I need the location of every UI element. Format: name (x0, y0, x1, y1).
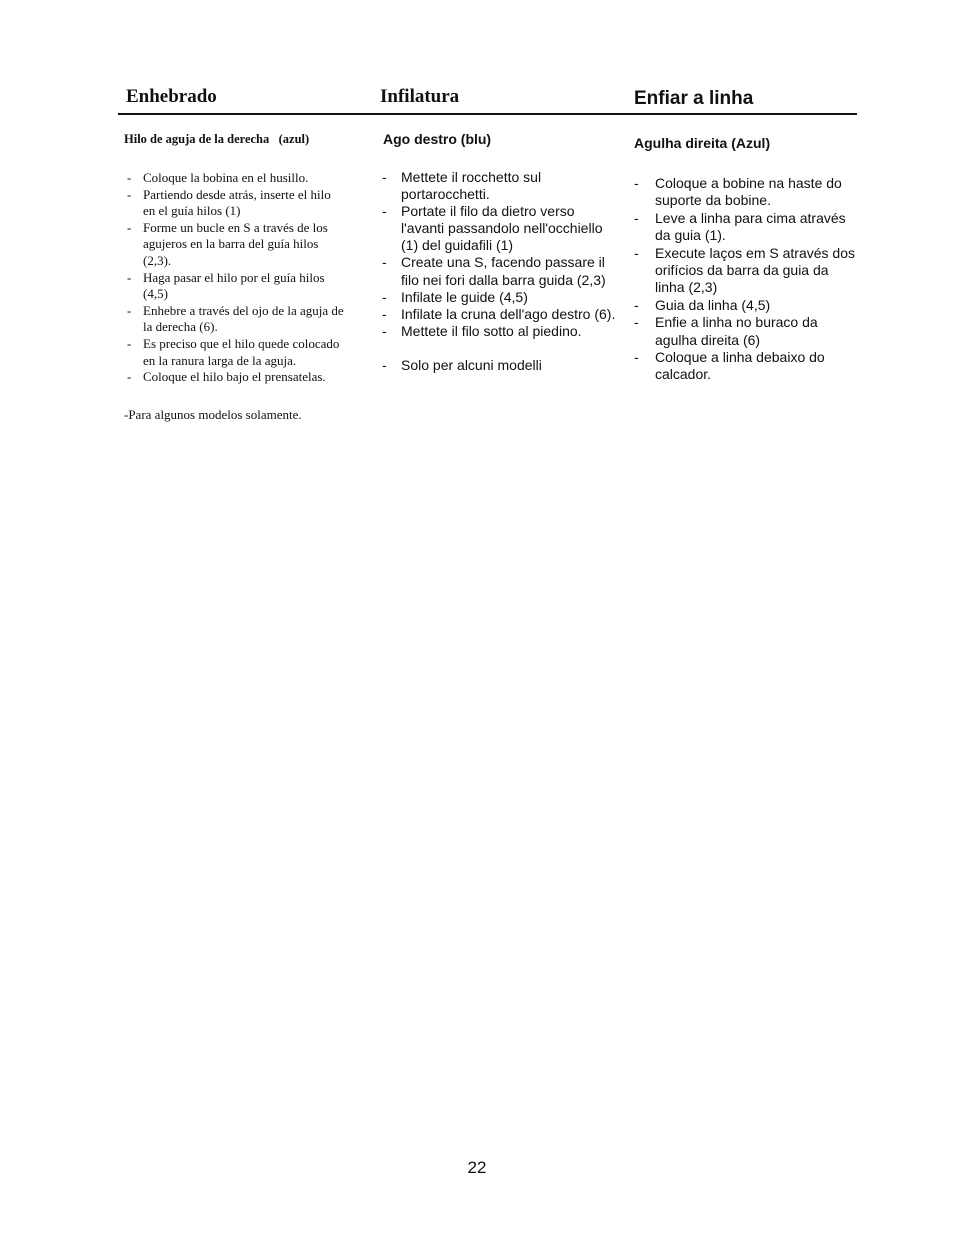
list-item: - Create una S, facendo passare il filo nei fori dalla barra guida (2,3) (382, 254, 606, 288)
steps-list-portuguese (634, 175, 859, 384)
list-item: - Coloque la bobina en el husillo. (127, 170, 309, 185)
list-item: - Coloque el hilo bajo el prensatelas. (127, 369, 326, 385)
list-item: - Infilate la cruna dell'ago destro (6). (382, 305, 616, 322)
note-italian: - Solo per alcuni modelli (382, 356, 542, 373)
column-portuguese (634, 88, 859, 384)
list-item: - Infilate le guide (4,5) (382, 288, 528, 305)
subheading-italian: Ago destro (blu) (383, 131, 492, 147)
list-item: - Coloque a linha debaixo do calcador. (634, 349, 825, 383)
heading-spanish: Enhebrado (126, 86, 217, 107)
list-item: - Partiendo desde atrás, inserte el hilo en el guía hilos (1) (127, 186, 331, 219)
list-item: - Execute laços em S através dos orifícios da barra da guia da linha (2,3) (634, 244, 855, 296)
heading-portuguese: Enfiar a linha (634, 88, 754, 109)
list-item: - Leve a linha para cima através da guia (1). (634, 209, 846, 244)
list-item: - Forme un bucle en S a través de los agujeros en la barra del guía hilos (2,3). (127, 219, 328, 268)
list-item: - Mettete il filo sotto al piedino. (382, 322, 582, 339)
heading-italian: Infilatura (380, 86, 460, 107)
list-item: - Guia da linha (4,5) (634, 296, 771, 313)
column-italian (380, 86, 620, 373)
list-item: - Enfie a linha no buraco da agulha direita (6) (634, 314, 818, 348)
note-spanish: -Para algunos modelos solamente. (124, 406, 302, 422)
column-spanish (126, 86, 346, 423)
list-item: - Coloque a bobine na haste do suporte da bobine. (634, 175, 842, 209)
subheading-spanish: Hilo de aguja de la derecha (azul) (124, 132, 310, 146)
list-item: - Es preciso que el hilo quede colocado en la ranura larga de la aguja. (127, 335, 340, 368)
subheading-portuguese: Agulha direita (Azul) (634, 135, 771, 151)
steps-list-spanish (126, 170, 346, 386)
steps-list-italian (380, 169, 620, 340)
list-item: - Enhebre a través del ojo de la aguja de la derecha (6). (127, 302, 344, 335)
list-item: - Mettete il rocchetto sul portarocchetti. (382, 169, 542, 203)
page-number: 22 (467, 1158, 487, 1177)
list-item: - Portate il filo da dietro verso l'avanti passandolo nell'occhiello (1) del guidafili (1) (382, 203, 603, 254)
list-item: - Haga pasar el hilo por el guía hilos (4,5) (127, 269, 325, 302)
